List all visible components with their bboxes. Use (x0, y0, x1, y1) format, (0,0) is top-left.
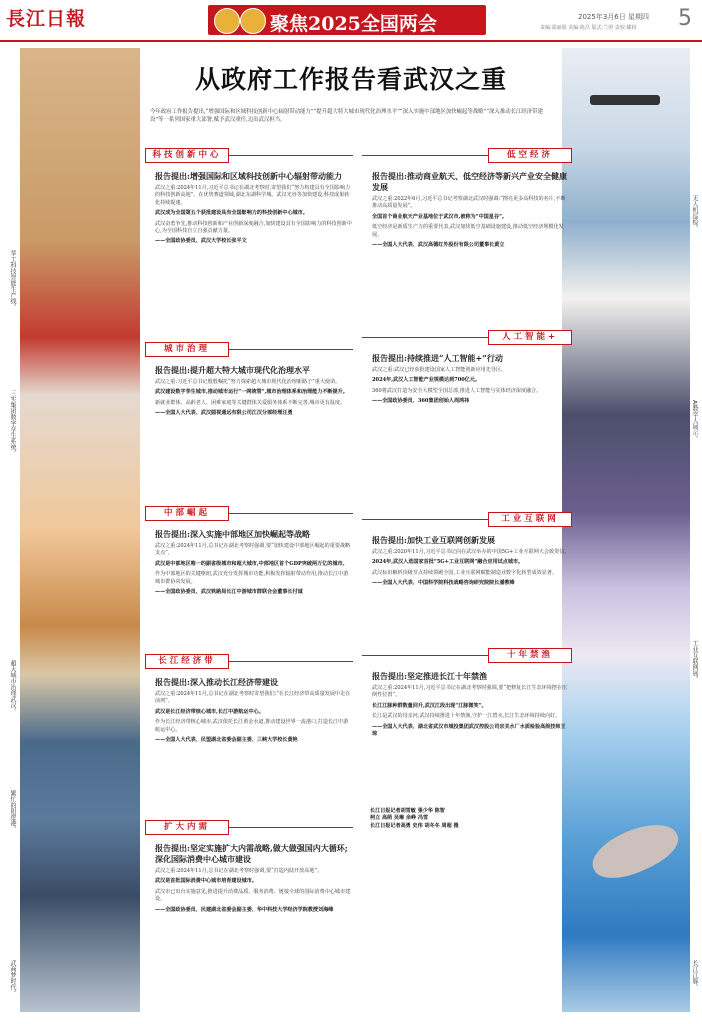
section-content (155, 362, 353, 418)
page-number: 5 (678, 6, 692, 31)
section-body: 360将武汉打造为安全大模型全国总部,推进人工智能与实体经济深度融合。 (372, 387, 542, 394)
section-tag: 低空经济 (488, 148, 572, 163)
section-body: 武汉之重:武汉已经获批建设国家人工智能创新应用先导区。 (372, 367, 507, 373)
section-body: 武汉之重:2024年11月,习近平总书记在湖北考察时,寄望我们“努力构建具有全国影响力的科技创新高地”。在优势赛道领域,湖北东湖科学城、武汉光谷等加快建设,科技成果转化持续提速。 (155, 185, 351, 206)
section-highlight: 武汉是首批国际消费中心城市培育建设城市。 (155, 878, 257, 885)
side-caption: 长江江豚。 (691, 960, 698, 990)
section-source: ——全国人大代表、武汉高德红外股份有限公司董事长黄立 (372, 242, 505, 249)
section-tag: 中部崛起 (145, 506, 229, 521)
section-source: ——全国政协委员、民建湖北省委会副主委、华中科技大学经济学院教授刘海峰 (155, 906, 334, 913)
section-highlight: 2024年,武汉人工智能产业规模达到700亿元。 (372, 377, 481, 384)
section-content (372, 532, 570, 588)
section-body: 武汉之重:2024年11月,总书记在湖北考察时寄望我们:“在长江经济带高质量发展中走在前列”。 (155, 691, 351, 705)
section-body: 武汉之重:2020年11月,习近平总书记向在武汉举办的中国5G+工业互联网大会致贺信。 (372, 549, 570, 555)
section-highlight: 全国首个商业航天产业基地位于武汉市,被称为“中国星谷”。 (372, 213, 507, 220)
page-header (0, 0, 702, 42)
section-content (155, 840, 353, 914)
editor-credits: 责编:邵丽娟 美编:陈昌 版式:兰照 责校:耀权 (540, 25, 637, 31)
section-subtitle: 报告提出:提升超大特大城市现代化治理水平 (155, 365, 310, 375)
section-content (155, 526, 353, 596)
side-caption: 超大城市治理武汉。 (9, 660, 16, 714)
side-caption: AI数字人展示。 (691, 400, 698, 442)
section-highlight: 武汉是长江经济带核心城市,长江中游航运中心。 (155, 708, 264, 715)
left-photo-strip (20, 48, 140, 1012)
side-caption: 三实集团数字孪生系统。 (9, 390, 16, 456)
article-intro: 今年政府工作报告提出,“增强国际和区域科技创新中心辐射带动能力”“提升超大特大城市现代化治理水平”“深入实施中部地区加快崛起等战略”“深入推动长江经济带建设”等一系列国家重大部署,赋予武汉重任,迈出武汉担当。 (150, 109, 543, 123)
section-tag: 工业互联网 (488, 512, 572, 527)
section-highlight: 武汉是中部地区唯一的副省级城市和超大城市,中部地区首个GDP突破两万亿的城市。 (155, 560, 348, 567)
section-body: 作为中部地区的关键枢纽,武汉充分发挥城市功能,积极发挥辐射带动作用,推动长江中游城市群协同发展。 (155, 571, 349, 585)
section-body: 作为长江经济带核心城市,武汉依托长江黄金水道,推动建设世界一流港口,打造长江中游航运中心。 (155, 719, 349, 733)
issue-date: 2025年3月6日 星期四 (578, 13, 649, 21)
section-subtitle: 报告提出:持续推进“人工智能+”行动 (372, 353, 503, 363)
byline-line: 长江日报记者胡雪敏 張少华 陈智 (370, 808, 445, 814)
drone-photo (590, 95, 660, 105)
section-tag: 长江经济带 (145, 654, 229, 669)
section-subtitle: 报告提出:坚定推进长江十年禁渔 (372, 671, 487, 681)
section-source: ——全国政协委员、360集团创始人周鸿祎 (372, 398, 470, 405)
section-highlight: 长江江豚种群数量回升,武汉江段出现“江豚微笑”。 (372, 702, 487, 709)
section-content (372, 668, 570, 738)
section-body: 武汉之重:习近平总书记殷殷嘱托“努力探索超大城市现代化治理新路子”重大使命。 (155, 379, 341, 385)
newspaper-logo: 長江日報 (6, 8, 87, 30)
section-content (155, 674, 353, 744)
section-body: 长江是武汉的母亲河,武汉持续推进十年禁渔,守护一江碧水,长江生态环境持续向好。 (372, 713, 561, 720)
section-tag: 城市治理 (145, 342, 229, 357)
section-subtitle: 报告提出:深入实施中部地区加快崛起等战略 (155, 529, 310, 539)
side-caption: 工业互联网展。 (691, 640, 698, 682)
section-source: ——全国人大代表、武汉圆视通远有限公司江汉分部经理汪勇 (155, 410, 293, 417)
cppcc-emblem-icon (240, 8, 266, 34)
section-subtitle: 报告提出:增强国际和区域科技创新中心辐射带动能力 (155, 171, 342, 181)
section-content (372, 168, 570, 249)
side-caption: 无人机巡检。 (691, 195, 698, 231)
section-highlight: 2024年,武汉入选国家首批“5G+工业互联网”融合应用试点城市。 (372, 559, 524, 566)
section-tag: 扩大内需 (145, 820, 229, 835)
section-body: 武汉之重:2024年11月,总书记在湖北考察时强调,要“加快建设中部地区崛起的重要战略支点”。 (155, 543, 351, 557)
section-subtitle: 报告提出:深入推动长江经济带建设 (155, 677, 278, 687)
section-content (372, 350, 570, 406)
section-body: 武汉之重:2024年11月,总书记在湖北考察时强调,要“打造内陆开放高地”。 (155, 868, 323, 874)
banner-title: 聚焦2025全国两会 (270, 13, 437, 35)
section-subtitle: 报告提出:坚定实施扩大内需战略,做大做强国内大循环;深化国际消费中心城市建设 (155, 843, 348, 864)
section-banner (208, 5, 486, 35)
section-tag: 人工智能+ (488, 330, 572, 345)
section-subtitle: 报告提出:推动商业航天、低空经济等新兴产业安全健康发展 (372, 171, 567, 192)
section-body: 低空经济是新质生产力的重要代表,武汉加快低空基础设施建设,推动低空经济规模化发展。 (372, 224, 564, 238)
section-source: ——全国人大代表、民盟湖北省委会副主委、三峡大学校长黄艳 (155, 737, 298, 744)
section-tag: 十年禁渔 (488, 648, 572, 663)
byline-line: 柯立 高萌 吴琳 余峥 冯雪 (370, 815, 429, 822)
side-caption: 武商梦时代。 (9, 960, 16, 996)
section-body: 武汉之重:2022年6月,习近平总书记考察湖北武汉时强调:“擦亮更多高科技的名片,不断推动高质量发展”。 (372, 196, 566, 210)
section-body: 新就业群体、高龄老人、困难家庭等关键群体关爱服务体系不断完善,城市更有温度。 (155, 399, 346, 406)
national-emblem-icon (214, 8, 240, 34)
section-body: 武汉市已出台实施意见,推进提升消费品质、服务消费、链接全球的国际消费中心城市建设。 (155, 888, 351, 903)
article-title: 从政府工作报告看武汉之重 (194, 65, 507, 94)
section-highlight: 武汉建设数字孪生城市,推动城市运行“一网统管”,城市治理体系和治理能力不断提升。 (155, 389, 348, 396)
section-source: ——全国人大代表、湖北省武汉市城投集团武汉控股公司宗关水厂水质检验高级技师王琼 (372, 723, 566, 738)
section-tag: 科技创新中心 (145, 148, 229, 163)
section-body: 武汉标识解析顶级节点持续领跑全国,工业互联网赋能制造业数字化转型成效显著。 (372, 569, 557, 576)
byline-line: 长江日报记者高勇 史伟 胡冬冬 周超 摄 (370, 822, 459, 829)
section-source: ——全国人大代表、中国科学院科技战略咨询研究院院长潘教峰 (372, 580, 515, 587)
section-body: 武汉奋勇争先,推动科技创新和产业创新深度融合,加快建设具有全国影响力的科技创新中心,为全国科技自立自强贡献力量。 (155, 220, 352, 235)
side-caption: 繁忙的阳逻港。 (9, 790, 16, 832)
section-body: 武汉之重:2024年11月,习近平总书记在湖北考察时强调,要“把修复长江生态环境摆在压倒性位置”。 (372, 685, 568, 699)
section-subtitle: 报告提出:加快工业互联网创新发展 (372, 535, 495, 545)
section-highlight: 武汉成为全国第五个获批建设具有全国影响力的科技创新中心城市。 (155, 210, 308, 217)
side-caption: 华工科技智能生产线。 (9, 250, 16, 310)
section-source: ——全国政协委员、武汉大学校长张平文 (155, 238, 247, 245)
section-source: ——全国政协委员、武汉铁路局长江中游城市群联合会董事长付诚 (155, 589, 303, 596)
section-content (155, 168, 353, 246)
byline-block (370, 808, 570, 830)
